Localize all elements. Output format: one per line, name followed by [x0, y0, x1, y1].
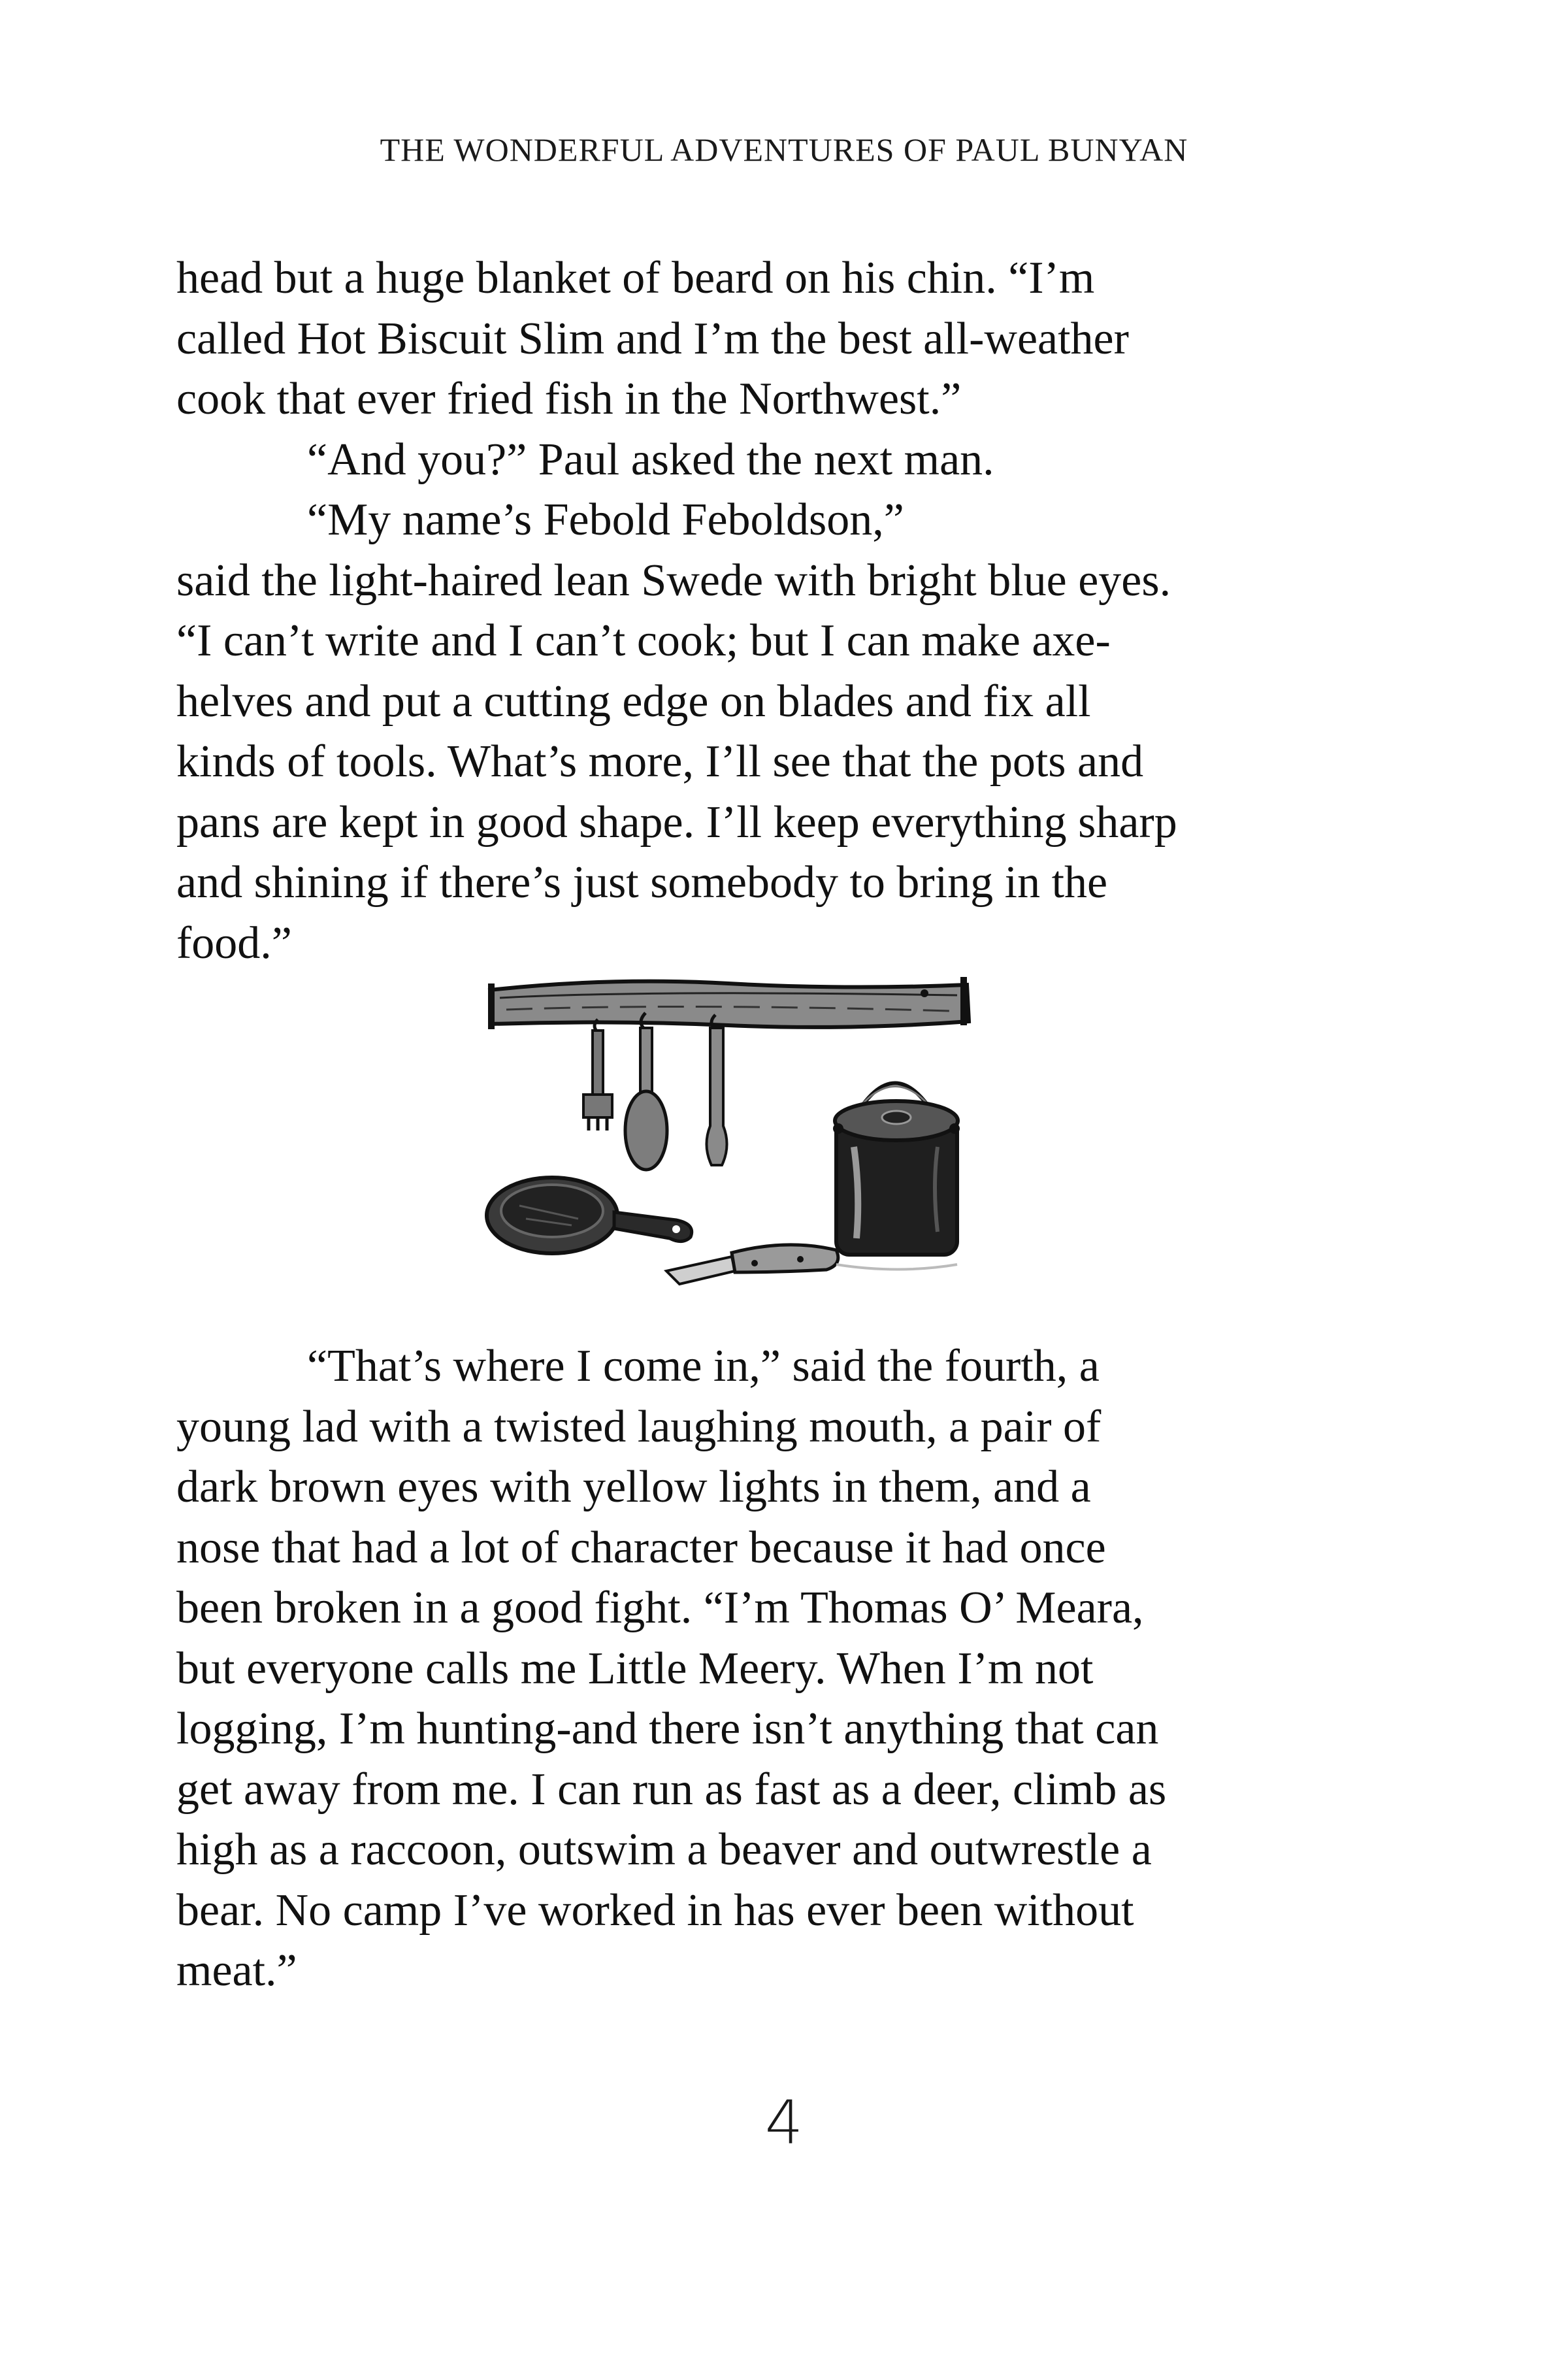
paragraph-block-bottom: [176, 1336, 1326, 2002]
spatula-icon: [706, 1015, 727, 1165]
text-line: helves and put a cutting edge on blades and fix all: [176, 676, 1091, 727]
text-line: “My name’s Febold Feboldson,”: [307, 495, 904, 545]
text-line: bear. No camp I’ve worked in has ever been without: [176, 1885, 1134, 1936]
text-line: head but a huge blanket of beard on his chin. “I’m: [176, 253, 1095, 303]
text-line: cook that ever fried fish in the Northwest.”: [176, 374, 962, 424]
text-line: been broken in a good fight. “I’m Thomas O’ Meara,: [176, 1583, 1144, 1633]
frying-pan-icon: [487, 1178, 692, 1253]
text-line: dark brown eyes with yellow lights in them, and a: [176, 1462, 1091, 1512]
text-line: food.”: [176, 917, 292, 968]
text-line: high as a raccoon, outswim a beaver and outwrestle a: [176, 1824, 1152, 1875]
text-line: and shining if there’s just somebody to bring in the: [176, 857, 1108, 908]
page-number: 4: [764, 2088, 804, 2158]
text-line: logging, I’m hunting-and there isn’t anything that can: [176, 1704, 1159, 1754]
wooden-rack-icon: [488, 977, 969, 1029]
spoon-icon: [625, 1013, 667, 1170]
text-line: nose that had a lot of character because it had once: [176, 1522, 1106, 1573]
paragraph-block-top: [176, 248, 1326, 974]
knife-icon: [666, 1245, 838, 1284]
text-line: but everyone calls me Little Meery. When I’m not: [176, 1643, 1094, 1694]
text-line: “That’s where I come in,” said the fourth, a: [307, 1341, 1100, 1391]
text-line: get away from me. I can run as fast as a deer, climb as: [176, 1764, 1167, 1815]
text-line: young lad with a twisted laughing mouth, a pair of: [176, 1401, 1102, 1452]
kitchen-utensils-illustration: [480, 957, 977, 1317]
text-line: “I can’t write and I can’t cook; but I can make axe-: [176, 616, 1111, 666]
text-line: kinds of tools. What’s more, I’ll see that the pots and: [176, 736, 1144, 787]
text-line: called Hot Biscuit Slim and I’m the best all-weather: [176, 313, 1129, 364]
text-line: “And you?” Paul asked the next man.: [307, 434, 994, 485]
running-header: THE WONDERFUL ADVENTURES OF PAUL BUNYAN: [380, 131, 1188, 168]
text-line: meat.”: [176, 1945, 297, 1996]
fork-icon: [583, 1019, 612, 1131]
cooking-pot-icon: [833, 1083, 960, 1270]
text-line: pans are kept in good shape. I’ll keep everything sharp: [176, 797, 1177, 848]
text-line: said the light-haired lean Swede with bright blue eyes.: [176, 555, 1171, 606]
